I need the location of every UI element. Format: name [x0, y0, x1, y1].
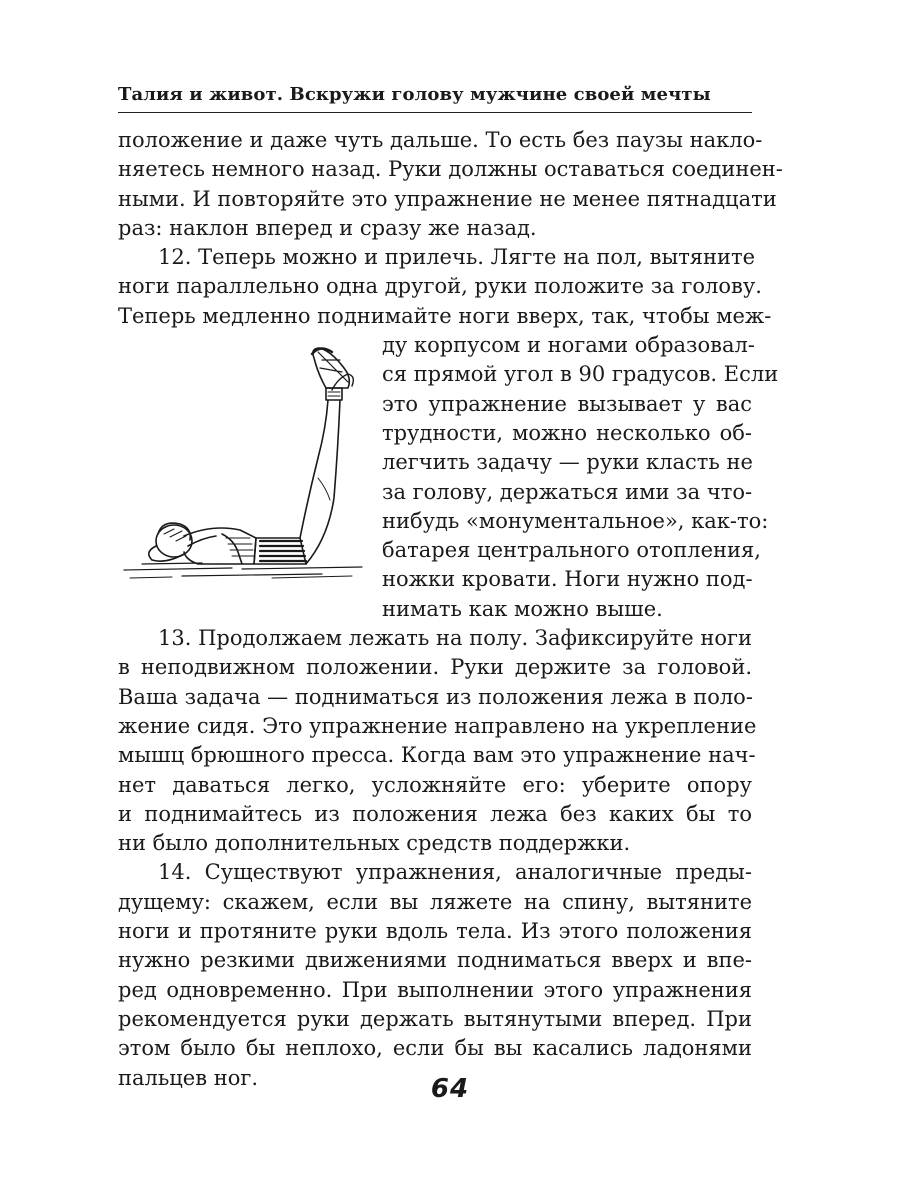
header-rule — [118, 112, 752, 113]
text-line: Теперь медленно поднимайте ноги вверх, так, чтобы меж- — [118, 303, 772, 328]
text-line: ду корпусом и ногами образовал- — [382, 333, 755, 358]
text-line: и поднимайтесь из положения лежа без каких бы то — [118, 801, 752, 826]
text-line: нибудь «монументальное», как-то: — [382, 508, 769, 533]
text-line: ными. И повторяйте это упражнение не менее пятнадцати — [118, 186, 777, 211]
text-line: няетесь немного назад. Руки должны оставаться соединен- — [118, 157, 783, 182]
text-line: ся прямой угол в 90 градусов. Если — [382, 362, 779, 387]
exercise-illustration — [122, 338, 376, 594]
text-line: раз: наклон вперед и сразу же назад. — [118, 215, 537, 240]
text-line: нужно резкими движениями подниматься вверх и впе- — [118, 948, 752, 973]
body-text — [118, 126, 783, 1093]
text-line: мышц брюшного пресса. Когда вам это упражнение нач- — [118, 743, 756, 768]
text-line: нимать как можно выше. — [382, 596, 663, 621]
text-line: ножки кровати. Ноги нужно под- — [382, 567, 753, 592]
text-line: рекомендуется руки держать вытянутыми вперед. При — [118, 1006, 752, 1031]
text-line: ни было дополнительных средств поддержки. — [118, 831, 631, 856]
text-line: дущему: скажем, если вы ляжете на спину, вытяните — [118, 889, 752, 914]
text-line: 14. Существуют упражнения, аналогичные преды- — [158, 860, 752, 885]
text-line: 12. Теперь можно и прилечь. Лягте на пол, вытяните — [158, 245, 756, 270]
text-line: Ваша задача — подниматься из положения лежа в поло- — [118, 684, 753, 709]
text-line: ред одновременно. При выполнении этого упражнения — [118, 977, 752, 1002]
text-line: ноги и протяните руки вдоль тела. Из этого положения — [118, 919, 752, 944]
exercise-illustration-icon — [122, 338, 376, 594]
text-line: ноги параллельно одна другой, руки положите за голову. — [118, 274, 762, 299]
text-line: легчить задачу — руки класть не — [382, 450, 753, 475]
text-line: батарея центрального отопления, — [382, 538, 761, 563]
text-line: это упражнение вызывает у вас — [382, 391, 752, 416]
text-line: этом было бы неплохо, если бы вы касались ладонями — [118, 1036, 752, 1061]
text-line: в неподвижном положении. Руки держите за головой. — [118, 655, 752, 680]
text-line: жение сидя. Это упражнение направлено на укрепление — [118, 713, 757, 738]
text-line: трудности, можно несколько об- — [382, 420, 752, 445]
running-header: Талия и живот. Вскружи голову мужчине своей мечты — [118, 84, 711, 105]
page-number: 64 — [430, 1074, 470, 1104]
text-line: нет даваться легко, усложняйте его: уберите опору — [118, 772, 752, 797]
text-line: за голову, держаться ими за что- — [382, 479, 753, 504]
text-line: пальцев ног. — [118, 1065, 259, 1090]
text-line: 13. Продолжаем лежать на полу. Зафиксируйте ноги — [158, 626, 752, 651]
text-line: положение и даже чуть дальше. То есть без паузы накло- — [118, 128, 763, 152]
